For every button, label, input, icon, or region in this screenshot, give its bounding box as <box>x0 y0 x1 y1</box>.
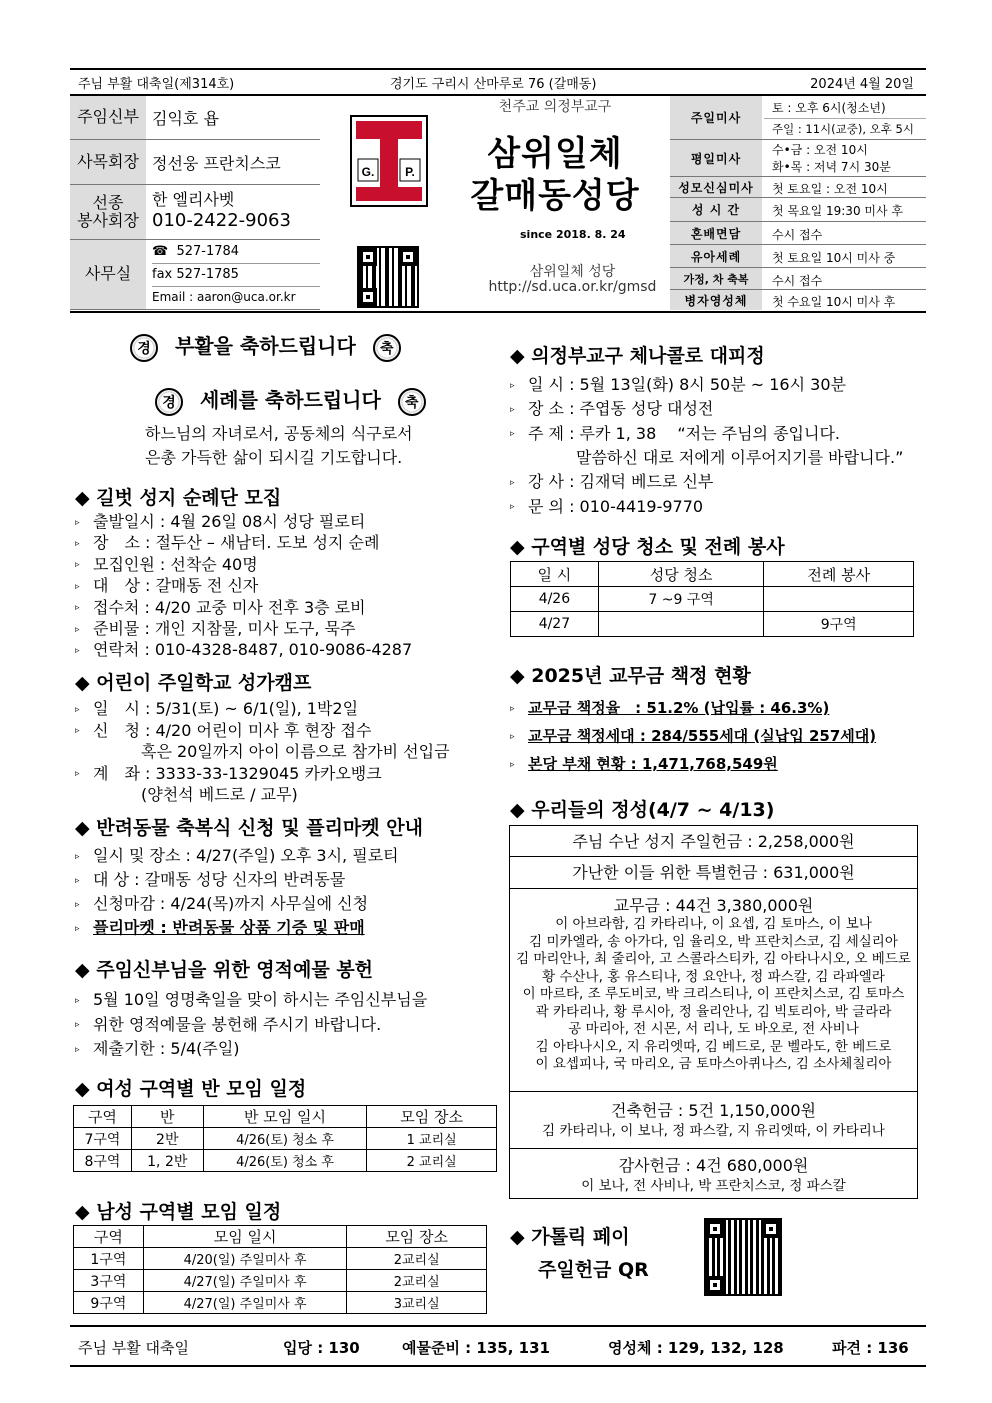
bullet-icon: ▹ <box>75 1044 80 1055</box>
easter-greeting <box>130 330 401 362</box>
hymn-communion: 영성체 : 129, 132, 128 <box>608 1339 784 1357</box>
table-cell: 4/26(토) 청소 후 <box>203 1150 367 1172</box>
bullet-icon: ▹ <box>75 560 80 571</box>
table-header-row <box>511 562 914 587</box>
list-item <box>75 552 258 575</box>
bullet-icon: ▹ <box>75 645 80 656</box>
table-header-row <box>74 1226 487 1248</box>
bullet-icon: ▹ <box>75 704 80 715</box>
list-item-text: 문 의 : 010-4419-9770 <box>528 496 704 516</box>
site-url[interactable]: http://sd.uca.or.kr/gmsd <box>488 279 657 295</box>
table-header: 일 시 <box>511 562 599 587</box>
pastor-value: 김익호 욥 <box>152 109 219 128</box>
hymn-offertory: 예물준비 : 135, 131 <box>402 1339 550 1357</box>
list-item-text: 제출기한 : 5/4(주일) <box>93 1039 240 1058</box>
list-item <box>75 718 371 741</box>
table-cell <box>764 587 914 612</box>
donor-line: 이 아브라함, 김 카타리나, 이 요셉, 김 토마스, 이 보나 <box>555 916 872 932</box>
table-cell: 4/27(일) 주일미사 후 <box>143 1270 347 1292</box>
table-header: 반 <box>131 1106 203 1128</box>
footer-top-rule <box>70 1325 926 1327</box>
office-row <box>70 240 320 310</box>
table-cell: 4/20(일) 주일미사 후 <box>143 1248 347 1270</box>
donor-line: 황 수산나, 홍 유스티나, 정 요안나, 정 파스칼, 김 라파엘라 <box>542 968 885 985</box>
greeting-line1: 부활을 축하드립니다 <box>174 334 356 358</box>
list-item-text: 강 사 : 김재덕 베드로 신부 <box>528 472 714 492</box>
table-header: 모임 장소 <box>347 1226 487 1248</box>
issue-title: 주님 부활 대축일(제314호) <box>78 77 235 92</box>
list-item-text: 혹은 20일까지 아이 이름으로 참가비 선입금 <box>93 742 450 761</box>
schedule-row-sick <box>670 290 926 310</box>
list-item <box>75 739 450 762</box>
office-email: Email : aaron@uca.or.kr <box>152 290 296 304</box>
table-cell <box>598 612 764 637</box>
list-item-text: 모집인원 : 선착순 40명 <box>93 554 258 574</box>
pilgrimage-title: ◆ 길벗 성지 순례단 모집 <box>75 487 282 509</box>
bullet-icon: ▹ <box>75 726 80 736</box>
bullet-icon: ▹ <box>75 995 80 1006</box>
retreat-title: ◆ 의정부교구 체나콜로 대피정 <box>510 345 765 367</box>
list-item-text: 신청마감 : 4/24(목)까지 사무실에 신청 <box>93 894 369 913</box>
list-item-text: 준비물 : 개인 지참물, 미사 도구, 묵주 <box>93 619 356 638</box>
schedule-value: 수시 접수 <box>772 228 823 242</box>
table-row <box>74 1128 497 1150</box>
list-item <box>75 915 365 938</box>
svg-text:G.: G. <box>361 165 375 179</box>
building-offering <box>510 1092 917 1149</box>
list-item <box>75 616 355 639</box>
schedule-value: 주일 : 11시(교중), 오후 5시 <box>772 122 914 136</box>
camp-title: ◆ 어린이 주일학교 성가캠프 <box>75 672 312 694</box>
sunday-offering: 주님 수난 성지 주일헌금 : 2,258,000원 <box>510 826 917 857</box>
table-header: 구역 <box>74 1226 144 1248</box>
cleaning-title: ◆ 구역별 성당 청소 및 전례 봉사 <box>510 536 785 558</box>
list-item <box>75 1036 240 1059</box>
list-item <box>75 1012 381 1035</box>
bullet-icon: ▹ <box>75 1020 80 1030</box>
bouquet-title: ◆ 주임신부님을 위한 영적예물 봉헌 <box>75 959 374 981</box>
table-cell: 3구역 <box>74 1270 144 1292</box>
service-phone: 010-2422-9063 <box>152 210 291 231</box>
donor-line: 김 마리안나, 최 줄리아, 고 스콜라스티카, 김 아타나시오, 오 베드로 <box>516 951 911 967</box>
badge-icon: 경 <box>130 334 158 362</box>
table-cell: 4/26(토) 청소 후 <box>203 1128 367 1150</box>
schedule-label: 주일미사 <box>670 96 762 139</box>
list-item-text: 일 시 : 5월 13일(화) 8시 50분 ~ 16시 30분 <box>528 375 846 394</box>
list-item-text: 계 좌 : 3333-33-1329045 카카오뱅크 <box>93 763 382 783</box>
schedule-value: 첫 목요일 19:30 미사 후 <box>772 204 903 218</box>
list-item-text: 위한 영적예물을 봉헌해 주시기 바랍니다. <box>93 1014 382 1034</box>
hymn-recessional: 파견 : 136 <box>832 1339 909 1357</box>
bullet-icon: ▹ <box>510 404 515 415</box>
donor-line: 이 마르타, 조 루도비코, 박 크리스티나, 이 프란치스코, 김 토마스 <box>522 986 905 1002</box>
list-item-text: 플리마켓 : 반려동물 상품 기증 및 판매 <box>93 918 365 937</box>
since-date: since 2018. 8. 24 <box>520 228 626 241</box>
parish-name-line2: 갈매동성당 <box>470 176 640 216</box>
diocese-name: 천주교 의정부교구 <box>498 99 612 115</box>
service-name: 한 엘리사벳 <box>152 190 235 209</box>
men-table <box>73 1225 487 1314</box>
schedule-label: 평일미사 <box>670 140 762 176</box>
bullet-icon: ▹ <box>75 517 80 528</box>
schedule-value: 수시 접수 <box>772 274 823 288</box>
pay-title: ◆ 가톨릭 페이 <box>510 1226 630 1248</box>
footer-bottom-rule <box>70 1365 926 1367</box>
dues-text: 교무금 책정세대 : 284/555세대 (실납입 257세대) <box>528 727 877 745</box>
women-table <box>73 1105 497 1172</box>
office-tel-number: 527-1784 <box>176 244 240 259</box>
schedule-row-weekday <box>670 140 926 177</box>
table-cell: 2 교리실 <box>367 1150 497 1172</box>
list-item <box>75 782 298 805</box>
pastor-label: 주임신부 <box>70 96 146 139</box>
table-header: 성당 청소 <box>598 562 764 587</box>
bullet-icon: ▹ <box>510 477 515 488</box>
list-item-text: 말씀하신 대로 저에게 이루어지기를 바랍니다.” <box>528 447 904 467</box>
table-header: 전례 봉사 <box>764 562 914 587</box>
list-item-text: (양천석 베드로 / 교무) <box>93 785 298 804</box>
list-item-text: 일시 및 장소 : 4/27(주일) 오후 3시, 필로티 <box>93 846 399 865</box>
list-item <box>510 445 903 468</box>
bullet-icon: ▹ <box>75 923 80 934</box>
council-value: 정선웅 프란치스코 <box>152 154 281 173</box>
donor-line: 김 아타나시오, 지 유리엣따, 김 베드로, 문 벨라도, 한 베드로 <box>535 1038 892 1055</box>
bullet-icon: ▹ <box>75 603 80 614</box>
table-row <box>74 1150 497 1172</box>
header-bottom-rule <box>70 311 926 313</box>
parish-name-line1: 삼위일체 <box>487 134 623 174</box>
dues-offering <box>510 889 917 1092</box>
table-cell: 1 교리실 <box>367 1128 497 1150</box>
bullet-icon: ▹ <box>75 769 80 779</box>
donor-line: 곽 카타리나, 황 루시아, 정 율리안나, 김 빅토리아, 박 글라라 <box>535 1003 892 1020</box>
badge-icon: 축 <box>373 334 401 362</box>
list-item <box>75 595 366 618</box>
schedule-label: 혼배면담 <box>670 222 762 244</box>
list-item <box>510 421 840 444</box>
men-title: ◆ 남성 구역별 모임 일정 <box>75 1201 282 1223</box>
hymn-entrance: 입당 : 130 <box>283 1339 360 1357</box>
thanks-offering <box>510 1149 917 1199</box>
svg-text:P.: P. <box>405 165 415 179</box>
donor-line: 공 마리아, 전 시몬, 서 리나, 도 바오로, 전 사비나 <box>568 1021 859 1037</box>
list-item-text: 장 소 : 주엽동 성당 대성전 <box>528 399 714 419</box>
church-address: 경기도 구리시 산마루로 76 (갈매동) <box>390 77 597 92</box>
bullet-icon: ▹ <box>510 703 515 714</box>
list-item-text: 장 소 : 절두산 – 새남터. 도보 성지 순례 <box>93 533 380 553</box>
table-cell: 7구역 <box>74 1128 132 1150</box>
table-cell: 2교리실 <box>347 1248 487 1270</box>
table-header: 구역 <box>74 1106 132 1128</box>
list-item-text: 출발일시 : 4월 26일 08시 성당 필로티 <box>93 512 366 531</box>
service-label: 선종 봉사회장 <box>70 185 146 239</box>
table-header: 반 모임 일시 <box>203 1106 367 1128</box>
table-cell: 1, 2반 <box>131 1150 203 1172</box>
council-label: 사목회장 <box>70 140 146 184</box>
greeting-message: 은총 가득한 삶이 되시길 기도합니다. <box>145 448 403 467</box>
table-row <box>74 1248 487 1270</box>
table-cell: 1구역 <box>74 1248 144 1270</box>
table-cell: 4/27 <box>511 612 599 637</box>
cleaning-table <box>510 561 914 637</box>
bullet-icon: ▹ <box>75 851 80 862</box>
list-item-text: 5월 10일 영명축일을 맞이 하시는 주임신부님을 <box>93 990 428 1009</box>
bullet-icon: ▹ <box>510 731 515 742</box>
office-tel <box>152 244 239 259</box>
thanks-offering-title: 감사헌금 : 4건 680,000원 <box>618 1156 809 1175</box>
donor-line: 김 미카엘라, 송 아가다, 임 율리오, 박 프란치스코, 김 세실리아 <box>529 933 898 950</box>
greeting-message: 하느님의 자녀로서, 공동체의 식구로서 <box>145 424 413 443</box>
bullet-icon: ▹ <box>75 624 80 635</box>
phone-icon: ☎ <box>152 244 169 259</box>
service-row <box>70 185 320 240</box>
pay-subtitle: 주일헌금 QR <box>538 1259 649 1281</box>
schedule-row-sunday <box>670 96 926 140</box>
list-item-text: 신 청 : 4/20 어린이 미사 후 현장 접수 <box>93 720 372 740</box>
issue-date: 2024년 4월 20일 <box>810 77 914 92</box>
building-names: 김 카타리나, 이 보나, 정 파스칼, 지 유리엣따, 이 카타리나 <box>542 1123 885 1139</box>
donor-line: 이 요셉피나, 국 마리오, 금 토마스아퀴나스, 김 소사체칠리아 <box>535 1056 892 1072</box>
badge-icon: 경 <box>155 388 183 416</box>
bullet-icon: ▹ <box>510 429 515 440</box>
schedule-row-blessing <box>670 268 926 290</box>
table-cell: 4/26 <box>511 587 599 612</box>
bullet-icon: ▹ <box>75 581 80 592</box>
schedule-label: 성모신심미사 <box>670 177 762 197</box>
thanks-names: 이 보나, 전 사비나, 박 프란치스코, 정 파스칼 <box>581 1178 846 1194</box>
list-item-text: 일 시 : 5/31(토) ~ 6/1(일), 1박2일 <box>93 699 359 718</box>
table-cell: 7 ~9 구역 <box>598 587 764 612</box>
table-header-row <box>74 1106 497 1128</box>
schedule-value: 첫 토요일 : 오전 10시 <box>772 182 888 196</box>
dues-text: 교무금 책정율 : 51.2% (납입률 : 46.3%) <box>528 699 830 717</box>
table-row <box>74 1270 487 1292</box>
table-row <box>511 612 914 637</box>
offering-title: ◆ 우리들의 정성(4/7 ~ 4/13) <box>510 799 775 821</box>
footer-day: 주님 부활 대축일 <box>78 1339 189 1357</box>
parish-logo <box>350 115 428 207</box>
bullet-icon: ▹ <box>75 875 80 886</box>
list-item-text: 접수처 : 4/20 교중 미사 전후 3층 로비 <box>93 597 366 617</box>
dues-offering-title: 교무금 : 44건 3,380,000원 <box>613 896 814 915</box>
office-fax: fax 527-1785 <box>152 267 239 282</box>
list-item <box>510 494 703 517</box>
list-item-text: 대 상 : 갈매동 성당 신자의 반려동물 <box>93 870 346 889</box>
list-item <box>75 573 258 596</box>
list-item <box>75 867 345 890</box>
list-item <box>75 761 382 784</box>
table-row <box>74 1292 487 1314</box>
homepage-qr-code[interactable] <box>357 246 419 308</box>
schedule-value: 첫 토요일 10시 미사 중 <box>772 251 896 265</box>
bullet-icon: ▹ <box>510 502 515 512</box>
schedule-value: 화•목 : 저녁 7시 30분 <box>772 160 891 174</box>
pet-title: ◆ 반려동물 축복식 신청 및 플리마켓 안내 <box>75 817 423 839</box>
table-cell: 3교리실 <box>347 1292 487 1314</box>
issue-info-bar <box>70 70 926 94</box>
poor-offering: 가난한 이들 위한 특별헌금 : 631,000원 <box>510 857 917 889</box>
schedule-row-baptism <box>670 245 926 268</box>
list-item <box>75 891 368 914</box>
table-cell: 8구역 <box>74 1150 132 1172</box>
schedule-label: 병자영성체 <box>670 290 762 310</box>
table-row <box>511 587 914 612</box>
dues-text: 본당 부채 현황 : 1,471,768,549원 <box>528 755 778 773</box>
greeting-line2: 세례를 축하드립니다 <box>199 388 381 412</box>
schedule-label: 성 시 간 <box>670 198 762 221</box>
women-title: ◆ 여성 구역별 반 모임 일정 <box>75 1078 307 1100</box>
council-row <box>70 140 320 185</box>
dues-item <box>510 697 829 718</box>
schedule-row-marian <box>670 177 926 198</box>
table-cell: 2교리실 <box>347 1270 487 1292</box>
list-item <box>75 696 358 719</box>
list-item-text: 연락처 : 010-4328-8487, 010-9086-4287 <box>93 640 413 660</box>
list-item <box>510 469 713 492</box>
list-item <box>75 843 399 866</box>
payment-qr-code[interactable] <box>704 1218 782 1296</box>
schedule-value: 수•금 : 오전 10시 <box>772 143 868 157</box>
list-item <box>75 637 412 660</box>
pastor-row <box>70 96 320 140</box>
table-cell: 2반 <box>131 1128 203 1150</box>
bullet-icon: ▹ <box>75 899 80 910</box>
building-offering-title: 건축헌금 : 5건 1,150,000원 <box>611 1101 816 1120</box>
dues-names <box>510 916 917 1074</box>
site-name: 삼위일체 성당 <box>529 264 616 280</box>
list-item <box>510 396 713 419</box>
table-cell: 4/27(일) 주일미사 후 <box>143 1292 347 1314</box>
bullet-icon: ▹ <box>510 759 515 770</box>
list-item-text: 대 상 : 갈매동 전 신자 <box>93 576 259 596</box>
dues-item <box>510 725 876 746</box>
list-item-text: 주 제 : 루카 1, 38 “저는 주님의 종입니다. <box>528 423 841 443</box>
list-item <box>75 987 427 1010</box>
dues-item <box>510 753 778 774</box>
list-item <box>75 530 379 553</box>
dues-title: ◆ 2025년 교무금 책정 현황 <box>510 665 751 687</box>
table-header: 모임 장소 <box>367 1106 497 1128</box>
bullet-icon: ▹ <box>510 380 515 391</box>
badge-icon: 축 <box>398 388 426 416</box>
offering-box <box>509 825 918 1199</box>
office-label: 사무실 <box>70 240 146 309</box>
baptism-greeting <box>155 384 426 416</box>
schedule-value: 토 : 오후 6시(청소년) <box>772 101 886 115</box>
table-header: 모임 일시 <box>143 1226 347 1248</box>
schedule-label: 가정, 차 축복 <box>670 268 762 289</box>
list-item <box>75 509 365 532</box>
table-cell: 9구역 <box>764 612 914 637</box>
schedule-label: 유아세례 <box>670 245 762 267</box>
schedule-row-holyhour <box>670 198 926 222</box>
schedule-value: 첫 수요일 10시 미사 후 <box>772 295 896 309</box>
schedule-row-wedding <box>670 222 926 245</box>
table-cell: 9구역 <box>74 1292 144 1314</box>
bullet-icon: ▹ <box>75 538 80 549</box>
list-item <box>510 372 846 395</box>
